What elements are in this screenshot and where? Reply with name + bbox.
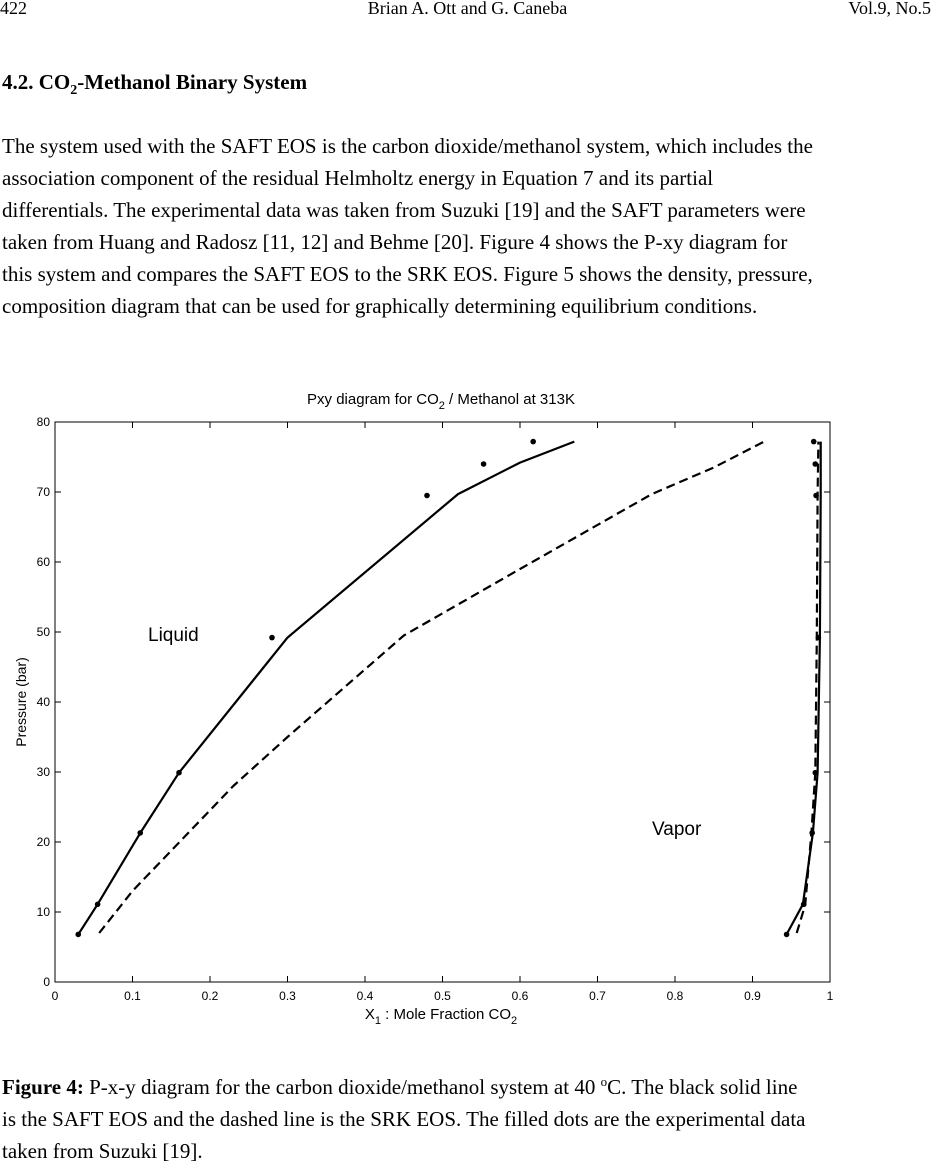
y-tick-label: 20 bbox=[36, 835, 50, 849]
data-point bbox=[801, 902, 807, 908]
data-point bbox=[784, 932, 790, 938]
x-tick-label: 0.1 bbox=[124, 989, 141, 1003]
axis-ticks bbox=[37, 415, 834, 1003]
paragraph-line: taken from Huang and Radosz [11, 12] and Behme [20]. Figure 4 shows the P-xy diagram for bbox=[2, 230, 788, 254]
data-point bbox=[811, 439, 817, 445]
x-tick-label: 0.3 bbox=[279, 989, 296, 1003]
data-point bbox=[424, 493, 430, 499]
page-number: 422 bbox=[0, 0, 27, 18]
caption-line-2: is the SAFT EOS and the dashed line is the SRK EOS. The filled dots are the experimental data bbox=[2, 1107, 806, 1131]
data-point bbox=[813, 493, 819, 499]
caption-line-1: Figure 4: P-x-y diagram for the carbon dioxide/methanol system at 40 $^o$C. The black solid line bbox=[2, 1074, 798, 1099]
body-paragraph bbox=[2, 130, 935, 322]
x-tick-label: 1 bbox=[826, 989, 834, 1003]
x-axis-label: $X_1$ : Mole Fraction $CO_2$ bbox=[364, 1006, 518, 1027]
y-tick-label: 60 bbox=[36, 555, 50, 569]
x-tick-label: 0.8 bbox=[666, 989, 684, 1003]
data-point bbox=[75, 932, 81, 938]
y-tick-label: 80 bbox=[36, 415, 50, 429]
y-tick-label: 30 bbox=[36, 765, 50, 779]
annotation-liquid: Liquid bbox=[148, 625, 199, 646]
x-tick-label: 0.9 bbox=[744, 989, 761, 1003]
annotation-vapor: Vapor bbox=[652, 819, 702, 840]
x-tick-label: 0.7 bbox=[589, 989, 606, 1003]
y-axis-label: Pressure (bar) bbox=[13, 657, 29, 747]
srk-line bbox=[797, 442, 819, 933]
paragraph-line: differentials. The experimental data was taken from Suzuki [19] and the SAFT parameters were bbox=[2, 198, 806, 222]
x-tick-label: 0 bbox=[51, 989, 59, 1003]
pxy-chart bbox=[0, 380, 935, 1040]
x-tick-label: 0.6 bbox=[511, 989, 529, 1003]
y-tick-label: 50 bbox=[36, 625, 50, 639]
data-point bbox=[269, 635, 275, 641]
figure-4 bbox=[0, 380, 935, 1040]
experimental-points bbox=[75, 439, 821, 937]
y-tick-label: 70 bbox=[36, 485, 50, 499]
series-lines bbox=[78, 442, 820, 935]
section-title-post: -Methanol Binary System bbox=[77, 70, 308, 94]
caption-line-3: taken from Suzuki [19]. bbox=[2, 1139, 203, 1163]
figure-caption bbox=[2, 1066, 935, 1167]
y-tick-label: 40 bbox=[36, 695, 50, 709]
paragraph-line: composition diagram that can be used for graphically determining equilibrium conditions. bbox=[2, 294, 758, 318]
data-point bbox=[95, 902, 101, 908]
data-point bbox=[812, 770, 818, 776]
x-tick-label: 0.2 bbox=[201, 989, 219, 1003]
data-point bbox=[176, 770, 182, 776]
paragraph-line: association component of the residual Helmholtz energy in Equation 7 and its partial bbox=[2, 166, 714, 190]
y-tick-label: 0 bbox=[43, 975, 50, 989]
data-point bbox=[809, 830, 815, 836]
data-point bbox=[481, 461, 487, 467]
data-point bbox=[816, 635, 822, 641]
data-point bbox=[137, 830, 143, 836]
data-point bbox=[530, 439, 536, 445]
section-title-pre: CO bbox=[38, 70, 71, 94]
volume-info: Vol.9, No.5 bbox=[848, 0, 931, 18]
data-point bbox=[812, 461, 818, 467]
caption-label: Figure 4: bbox=[2, 1075, 84, 1099]
paragraph-line: The system used with the SAFT EOS is the carbon dioxide/methanol system, which includes the bbox=[2, 134, 813, 158]
section-number: 4.2. bbox=[2, 70, 34, 94]
x-tick-label: 0.5 bbox=[434, 989, 451, 1003]
y-tick-label: 10 bbox=[36, 905, 50, 919]
section-title-sub: 2 bbox=[70, 83, 78, 99]
chart-title: Pxy diagram for $CO_2$ / Methanol at 313K bbox=[307, 391, 575, 412]
running-authors: Brian A. Ott and G. Caneba bbox=[367, 0, 568, 18]
section-heading bbox=[2, 70, 307, 99]
saft-line bbox=[78, 442, 574, 935]
page-header bbox=[0, 0, 935, 30]
x-tick-label: 0.4 bbox=[356, 989, 374, 1003]
paragraph-line: this system and compares the SAFT EOS to the SRK EOS. Figure 5 shows the density, pressure, bbox=[2, 262, 813, 286]
